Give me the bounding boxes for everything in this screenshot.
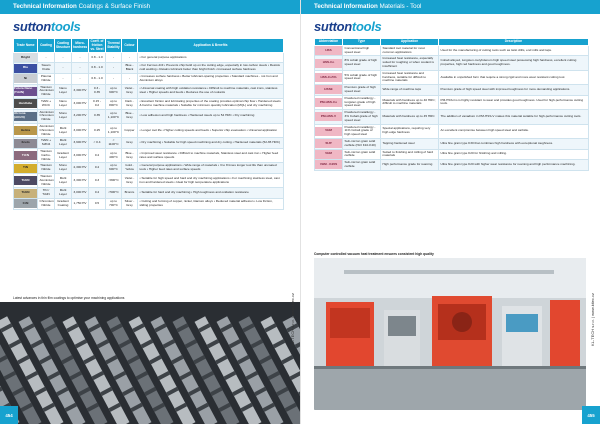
material-app-cell: Suited to finishing and milling of hard materials xyxy=(381,149,439,160)
coating-property-cell: - xyxy=(106,63,122,74)
coating-name-cell xyxy=(14,188,38,199)
coating-property-cell: 1,750 HV xyxy=(72,198,89,209)
coatings-header-cell: Trade Name xyxy=(14,39,38,53)
material-abbr: VHM xyxy=(315,127,342,136)
coating-application-cell: • Universal coating with high oxidation resistance • Difficult to machine materials, cast irons, stainless steel • Higher speeds and feeds • Reduces the use of coolants xyxy=(138,84,284,98)
material-abbr-cell xyxy=(315,56,343,70)
coating-property-cell: Chromium Nitride xyxy=(38,198,55,209)
coating-property-cell: Violet - Grey xyxy=(122,173,138,187)
coating-property-cell: Titanium Carbo-Nitride xyxy=(38,148,55,162)
material-desc-cell: PM-HSS-Co is highly resistant to wear and provides good toughness. Used for high-performance cutting tools. xyxy=(439,95,589,109)
coating-property-cell: 2,300 HV xyxy=(72,163,89,174)
left-header-band xyxy=(0,0,300,14)
coatings-header-cell: Coeff. of friction vs. Steel xyxy=(89,39,106,53)
coating-property-cell: <800°C xyxy=(106,173,122,187)
coating-property-cell: 3,000 HV xyxy=(72,148,89,162)
coating-property-cell: Aluminium Chromium Nitride xyxy=(38,109,55,123)
materials-header-cell: Abbreviation xyxy=(315,39,343,46)
coating-property-cell: Multi Layer xyxy=(55,173,72,187)
coating-name: TiN xyxy=(14,164,37,173)
coating-property-cell: - xyxy=(72,53,89,63)
material-type-cell: Premium grade of high speed steel xyxy=(343,85,381,96)
material-type-cell: 8% cobalt grade of high speed steel xyxy=(343,56,381,70)
coatings-row xyxy=(14,173,284,187)
coating-application-cell: • For general purpose applications xyxy=(138,53,284,63)
coating-application-cell: • General purpose applications • Wide range of materials • 3 to 8 times longer tool life than uncoated tools • Higher feed rates and surface speeds xyxy=(138,163,284,174)
coating-property-cell: 0.35 xyxy=(89,109,106,123)
material-app-cell: Standard tool material for most common applications xyxy=(381,45,439,56)
coating-property-cell: Aluminium Chromium Nitride xyxy=(38,123,55,137)
coating-property-cell: up to 600°C xyxy=(106,163,122,174)
coating-property-cell: < 0.4 xyxy=(89,138,106,149)
coating-name: Helica xyxy=(14,126,37,135)
coating-property-cell: 3,900 HV xyxy=(72,138,89,149)
materials-table-header xyxy=(315,39,589,46)
coatings-header-cell: Coating Structure xyxy=(55,39,72,53)
material-abbr-cell xyxy=(315,85,343,96)
coating-property-cell: Nano Layer xyxy=(55,84,72,98)
material-abbr-cell xyxy=(315,95,343,109)
material-app-cell: Tapping hardened steel xyxy=(381,138,439,149)
coating-name-cell xyxy=(14,109,38,123)
material-abbr-cell xyxy=(315,149,343,160)
coating-property-cell: TiN / TiAlN xyxy=(38,188,55,199)
coatings-row xyxy=(14,73,284,84)
coatings-row xyxy=(14,123,284,137)
coating-property-cell: Blue - Black xyxy=(122,63,138,74)
coating-property-cell: 0.4 xyxy=(89,188,106,199)
coating-property-cell: 0.8 - 1.0 xyxy=(89,73,106,84)
material-desc-cell: An excellent compromise between high speed steel and carbide. xyxy=(439,124,589,138)
coating-application-cell: • Suitable for high speed and hard and dry machining applications • For machining stainless steel, cast iron and hardened steels • Ideal for high temperature applications xyxy=(138,173,284,187)
coating-property-cell: - xyxy=(106,73,122,84)
materials-row xyxy=(315,138,589,149)
coating-property-cell: 0.5 xyxy=(89,198,106,209)
coatings-row xyxy=(14,198,284,209)
material-type-cell: Sub-micron grain solid carbide xyxy=(343,160,381,171)
coatings-note: Latest advances in thin film coatings to optimise your machining applications xyxy=(13,296,125,300)
photo-caption: Computer controlled vacuum heat treatment ensures consistent high quality xyxy=(314,252,434,256)
coating-application-cell: • Excellent friction and lubricating properties of the coating provides optimal chip flow • Hardened steels & hard to machine materials • Suitable for minimum quantity lubrication (MQL) and dry machining xyxy=(138,98,284,109)
coating-name-cell xyxy=(14,123,38,137)
coating-property-cell: up to 800°C xyxy=(106,98,122,109)
coating-property-cell: - xyxy=(55,73,72,84)
coating-name-cell xyxy=(14,73,38,84)
coating-property-cell: Multi Layer xyxy=(55,188,72,199)
coating-property-cell: <500°C xyxy=(106,188,122,199)
coatings-row xyxy=(14,163,284,174)
left-page-number: 454 xyxy=(0,406,18,424)
right-page xyxy=(300,0,600,424)
materials-header-cell: Description xyxy=(439,39,589,46)
coating-property-cell: - xyxy=(122,73,138,84)
right-header-band xyxy=(301,0,600,14)
material-abbr-cell xyxy=(315,45,343,56)
material-app-cell: Special applications, requiring very high edge hardness xyxy=(381,124,439,138)
materials-row xyxy=(315,95,589,109)
material-abbr: PM-HSS-Co xyxy=(315,98,342,107)
coating-property-cell: Titanium Aluminium Nitride xyxy=(38,173,55,187)
coating-property-cell: Bronze xyxy=(122,188,138,199)
material-abbr-cell xyxy=(315,160,343,171)
coating-name: Futura Nano (TiAlN) xyxy=(14,87,37,96)
coatings-row xyxy=(14,148,284,162)
left-side-text: KL-TECH s.r.o. | www.kltec.cz xyxy=(290,292,295,346)
coating-property-cell: Multi Layer xyxy=(55,123,72,137)
coating-property-cell: 3,000 HV xyxy=(72,98,89,109)
materials-header-cell: Application xyxy=(381,39,439,46)
coating-name-cell xyxy=(14,53,38,63)
coating-property-cell: - xyxy=(106,53,122,63)
coating-property-cell: Blue - Grey xyxy=(122,109,138,123)
coating-name-cell xyxy=(14,198,38,209)
material-abbr-cell xyxy=(315,110,343,124)
coating-property-cell: up to 900°C xyxy=(106,84,122,98)
coating-property-cell: - xyxy=(55,53,72,63)
materials-row xyxy=(315,70,589,84)
material-abbr-cell xyxy=(315,138,343,149)
coating-property-cell: 3,300 HV xyxy=(72,84,89,98)
coatings-header-cell: Micro-hardness xyxy=(72,39,89,53)
coating-property-cell: up to 700°C xyxy=(106,198,122,209)
coatings-header-cell: Thermal Stability xyxy=(106,39,122,53)
coating-property-cell: - xyxy=(72,73,89,84)
coating-property-cell: Nano Layer xyxy=(55,98,72,109)
material-abbr: VHM - K20S xyxy=(315,160,342,169)
coating-name: TiCN xyxy=(14,151,37,160)
coating-name-cell xyxy=(14,98,38,109)
coating-property-cell: 3,000 HV xyxy=(72,188,89,199)
coating-name: TiAlN xyxy=(14,189,37,198)
materials-table xyxy=(314,38,589,171)
coating-name-cell xyxy=(14,84,38,98)
coating-name: Bright xyxy=(14,53,37,62)
coating-property-cell: Grey xyxy=(122,138,138,149)
material-app-cell: Materials with hardness up to 45 HRC xyxy=(381,110,439,124)
coatings-header-cell: Colour xyxy=(122,39,138,53)
coatings-row xyxy=(14,138,284,149)
material-desc-cell: The addition of vanadium in PM-HSS-V makes this material suitable for high-performance cutting tools. xyxy=(439,110,589,124)
coatings-header-cell: Coating xyxy=(38,39,55,53)
coating-property-cell: 0.3 - 0.35 xyxy=(89,84,106,98)
coating-property-cell: 3,300 HV xyxy=(72,173,89,187)
material-app-cell: High performance grade for reaming xyxy=(381,160,439,171)
sutton-tools-logo: suttontools xyxy=(13,19,81,34)
coating-property-cell: Blue - Grey xyxy=(122,148,138,162)
drill-bits-photo xyxy=(0,302,300,424)
coatings-row xyxy=(14,98,284,109)
material-abbr: HSS-Co xyxy=(315,59,342,68)
coating-property-cell: 0.15 - 0.2 xyxy=(89,98,106,109)
material-type-cell: Powdered metallurgy - 3% Cobalt grade of high speed steel xyxy=(343,110,381,124)
coating-property-cell: - xyxy=(38,53,55,63)
coatings-table xyxy=(13,38,284,210)
coating-property-cell: Gradient Coating xyxy=(55,198,72,209)
coating-property-cell: Titanium Nitride xyxy=(38,163,55,174)
material-type-cell: Sub-micron grain solid carbide xyxy=(343,149,381,160)
coating-property-cell: - xyxy=(72,63,89,74)
material-desc-cell: Premium grade of high speed steel with improved toughness for more demanding applications. xyxy=(439,85,589,96)
materials-row xyxy=(315,45,589,56)
coating-name-cell xyxy=(14,148,38,162)
coating-application-cell: • Dry machining • Suitable for high speed machining and dry cutting • Hardened materials (52-65 HRC) xyxy=(138,138,284,149)
coating-property-cell: 3,200 HV xyxy=(72,109,89,123)
coating-property-cell: Gold - Yellow xyxy=(122,163,138,174)
coating-property-cell: Dark - Grey xyxy=(122,98,138,109)
material-abbr: PM-HSS-V xyxy=(315,112,342,121)
coatings-row xyxy=(14,63,284,74)
coating-application-cell: • Improved wear resistance • Difficult to machine materials, Stainless steel and cast iron • Higher feed rates and surface speeds xyxy=(138,148,284,162)
coatings-header-cell: Application & Benefits xyxy=(138,39,284,53)
coating-name-cell xyxy=(14,173,38,187)
coating-name: Blu xyxy=(14,64,37,73)
coating-name: TiAlN xyxy=(14,176,37,185)
coating-property-cell: 0.4 xyxy=(89,163,106,174)
right-side-text: KL-TECH s.r.o. | www.kltec.cz xyxy=(590,292,595,346)
material-type-cell: 5% cobalt grade of high speed steel xyxy=(343,70,381,84)
coatings-row xyxy=(14,109,284,123)
materials-row xyxy=(315,149,589,160)
coating-name: Ni xyxy=(14,74,37,83)
coating-property-cell: Plasma Nitride xyxy=(38,73,55,84)
coating-property-cell: 0.4 xyxy=(89,148,106,162)
coating-application-cell: • Longer tool life • Higher cutting speeds and feeds • Superior chip evacuation • Universal application xyxy=(138,123,284,137)
left-band-subtitle: Coatings & Surface Finish xyxy=(78,3,151,10)
material-type-cell: Powdered metallurgy - tungsten grade of high speed steel xyxy=(343,95,381,109)
coating-property-cell: 3,000 HV xyxy=(72,123,89,137)
coating-property-cell: Mono Layer xyxy=(55,163,72,174)
right-page-number: 455 xyxy=(582,406,600,424)
material-abbr: HSS xyxy=(315,46,342,55)
coating-property-cell: Gradient Layer xyxy=(55,148,72,162)
material-abbr: VHM xyxy=(315,150,342,159)
material-abbr: HSS-Co5% xyxy=(315,73,342,82)
coating-property-cell: 0.8 - 1.0 xyxy=(89,53,106,63)
materials-header-cell: Type xyxy=(343,39,381,46)
coating-property-cell: Titanium Aluminium Nitride xyxy=(38,84,55,98)
coating-property-cell: 0.25 xyxy=(89,123,106,137)
coating-property-cell: TiAlN + WC/C xyxy=(38,98,55,109)
coatings-row xyxy=(14,188,284,199)
materials-row xyxy=(315,160,589,171)
left-band-title: Technical Information xyxy=(13,3,77,10)
coating-name-cell xyxy=(14,138,38,149)
coating-application-cell: • For Ferrous drill • Prevents chip build up on the cutting edge, especially in low carbon steels • Resists cold welding • Retains lubricant better than bright finish • Increased surface hardness xyxy=(138,63,284,74)
sutton-tools-logo-right: suttontools xyxy=(314,19,382,34)
right-band-subtitle: Materials - Tool xyxy=(379,3,422,10)
material-app-cell: Increased heat resistance, especially suited for roughing or when coolant is insufficient xyxy=(381,56,439,70)
coatings-row xyxy=(14,84,284,98)
material-abbr-cell xyxy=(315,70,343,84)
coating-property-cell: Silver - Grey xyxy=(122,198,138,209)
right-band-title: Technical Information xyxy=(314,3,378,10)
materials-row xyxy=(315,85,589,96)
coating-property-cell: up to 1,100°C xyxy=(106,109,122,123)
material-type-cell: Powdered metallurgy - 11% Cobalt grade of high speed steel xyxy=(343,124,381,138)
coating-property-cell: Multi Layer xyxy=(55,138,72,149)
materials-row xyxy=(315,124,589,138)
coating-property-cell: TiAlN + Si3N4 xyxy=(38,138,55,149)
coating-property-cell: Violet - Grey xyxy=(122,84,138,98)
coating-property-cell: Copper xyxy=(122,123,138,137)
coating-application-cell: • Cutting and forming of copper, nickel, titanium alloys • Reduced material adhesion • Low friction, sliding properties xyxy=(138,198,284,209)
material-app-cell: Wide range of machine taps xyxy=(381,85,439,96)
coating-property-cell: up to 400°C xyxy=(106,148,122,162)
material-abbr-cell xyxy=(315,124,343,138)
material-desc-cell: Used for the manufacturing of cutting tools such as twist drills, end mills and taps. xyxy=(439,45,589,56)
material-app-cell: Increased heat resistance and hardness, suitable for difficult to machine materials xyxy=(381,70,439,84)
coating-name-cell xyxy=(14,63,38,74)
coating-name: CrN xyxy=(14,199,37,208)
material-abbr: SUP xyxy=(315,139,342,148)
coating-application-cell: • Suitable for hard and dry machining • High toughness and oxidation resistance xyxy=(138,188,284,199)
materials-row xyxy=(315,56,589,70)
coating-property-cell: up to 1,100°C xyxy=(106,123,122,137)
coating-property-cell: < 1100°C xyxy=(106,138,122,149)
coating-property-cell: 0.3 xyxy=(89,173,106,187)
material-desc-cell: Ultra fine grain type K20 for finishing and milling. xyxy=(439,149,589,160)
coating-name: Alcrona (AlCrN) xyxy=(14,112,37,121)
coating-application-cell: • Increases surface hardness • Better lubricant-sparing properties • Standard machines - not Iron and Aluminium alloys xyxy=(138,73,284,84)
coating-name: Hardlube xyxy=(14,99,37,108)
coatings-row xyxy=(14,53,284,63)
material-desc-cell: Ultra fine grain type K20 with higher wear resistance for reaming and high performance machining. xyxy=(439,160,589,171)
coating-property-cell: - xyxy=(55,63,72,74)
coating-property-cell: Steam Oxide xyxy=(38,63,55,74)
coating-name-cell xyxy=(14,163,38,174)
material-desc-cell: Cobalt alloyed, tungsten-molybdenum high speed steel possessing high hardness, excellent cutting properties, high red hardness and good toughness. xyxy=(439,56,589,70)
coating-property-cell: Mono Layer xyxy=(55,109,72,123)
material-abbr: HSSE xyxy=(315,85,342,94)
coating-application-cell: • Low adhesion and high hardness • Hardened steels up to 54 HRC • Dry machining xyxy=(138,109,284,123)
material-type-cell: Sub-micron grain solid carbide (ISO K10-K40) xyxy=(343,138,381,149)
coating-property-cell: 0.8 - 1.0 xyxy=(89,63,106,74)
material-desc-cell: Ultra fine grain type K30 that combines high hardness with exceptional toughness. xyxy=(439,138,589,149)
coatings-table-header xyxy=(14,39,284,53)
material-app-cell: Materials with hardness up to 40 HRC; difficult to machine materials xyxy=(381,95,439,109)
coating-name: Xcelo xyxy=(14,139,37,148)
factory-photo xyxy=(314,258,586,410)
material-type-cell: Conventional high speed steel xyxy=(343,45,381,56)
materials-row xyxy=(315,110,589,124)
material-desc-cell: Available in unpolished form that require a strong rigid and more wear resistant cutting tool. xyxy=(439,70,589,84)
coating-property-cell: - xyxy=(122,53,138,63)
